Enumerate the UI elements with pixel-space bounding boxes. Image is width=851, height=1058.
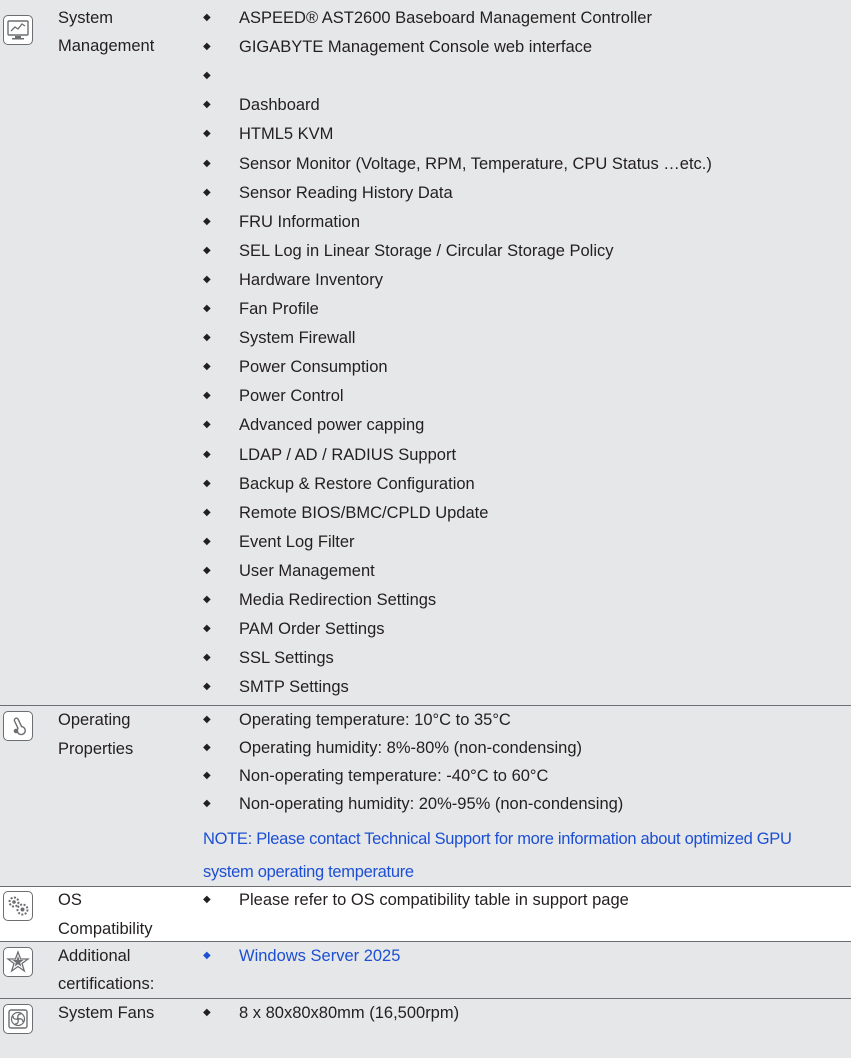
bullet-icon: ◆ [203, 274, 211, 285]
bullet-icon: ◆ [203, 507, 211, 518]
bullet-icon: ◆ [203, 128, 211, 139]
operating-properties-label-2: Properties [58, 740, 134, 758]
system-management-label-2: Management [58, 37, 155, 55]
fan-item: 8 x 80x80x80mm (16,500rpm) [239, 1004, 460, 1022]
system-management-item: System Firewall [239, 329, 356, 347]
system-management-item: Backup & Restore Configuration [239, 475, 475, 493]
bullet-icon: ◆ [203, 1007, 211, 1018]
system-management-item: Fan Profile [239, 300, 319, 318]
bullet-icon: ◆ [203, 449, 211, 460]
bullet-icon: ◆ [203, 623, 211, 634]
bullet-icon: ◆ [203, 99, 211, 110]
os-item: Please refer to OS compatibility table in support page [239, 891, 629, 909]
system-management-item: Remote BIOS/BMC/CPLD Update [239, 504, 489, 522]
system-management-item: ASPEED® AST2600 Baseboard Management Controller [239, 9, 652, 27]
system-management-item: Dashboard [239, 96, 320, 114]
system-management-item: Hardware Inventory [239, 271, 383, 289]
operating-item: Operating humidity: 8%-80% (non-condensing) [239, 739, 583, 757]
os-compatibility-label-2: Compatibility [58, 920, 153, 938]
star-certificate-icon [3, 947, 33, 977]
bullet-icon: ◆ [203, 681, 211, 692]
os-compatibility-label-1: OS [58, 891, 82, 909]
operating-note-line-2: system operating temperature [203, 863, 414, 881]
system-management-item: HTML5 KVM [239, 125, 334, 143]
bullet-icon: ◆ [203, 245, 211, 256]
operating-note-line-1: NOTE: Please contact Technical Support for more information about optimized GPU [203, 830, 792, 848]
monitor-chart-icon [3, 15, 33, 45]
operating-properties-label-1: Operating [58, 711, 131, 729]
system-management-item: Media Redirection Settings [239, 591, 437, 609]
system-management-item: PAM Order Settings [239, 620, 385, 638]
bullet-icon: ◆ [203, 565, 211, 576]
certification-item: Windows Server 2025 [239, 947, 401, 965]
system-management-item: FRU Information [239, 213, 361, 231]
bullet-icon: ◆ [203, 770, 211, 781]
operating-item: Operating temperature: 10°C to 35°C [239, 711, 511, 729]
fan-icon [3, 1004, 33, 1034]
operating-item: Non-operating temperature: -40°C to 60°C [239, 767, 549, 785]
system-management-item: Power Control [239, 387, 344, 405]
bullet-icon: ◆ [203, 41, 211, 52]
bullet-icon: ◆ [203, 158, 211, 169]
bullet-icon: ◆ [203, 12, 211, 23]
bullet-icon: ◆ [203, 742, 211, 753]
system-fans-label: System Fans [58, 1004, 155, 1022]
bullet-icon: ◆ [203, 390, 211, 401]
system-management-item: Power Consumption [239, 358, 388, 376]
bullet-icon: ◆ [203, 216, 211, 227]
bullet-icon: ◆ [203, 950, 211, 961]
bullet-icon: ◆ [203, 187, 211, 198]
operating-item: Non-operating humidity: 20%-95% (non-condensing) [239, 795, 624, 813]
bullet-icon: ◆ [203, 361, 211, 372]
bullet-icon: ◆ [203, 798, 211, 809]
system-management-item: SEL Log in Linear Storage / Circular Storage Policy [239, 242, 614, 260]
system-management-item: Advanced power capping [239, 416, 425, 434]
system-management-item: Event Log Filter [239, 533, 355, 551]
system-management-item: Sensor Reading History Data [239, 184, 453, 202]
bullet-icon: ◆ [203, 536, 211, 547]
system-management-item: Sensor Monitor (Voltage, RPM, Temperature, CPU Status …etc.) [239, 155, 712, 173]
bullet-icon: ◆ [203, 478, 211, 489]
gears-icon [3, 891, 33, 921]
bullet-icon: ◆ [203, 303, 211, 314]
bullet-icon: ◆ [203, 652, 211, 663]
system-management-item: GIGABYTE Management Console web interface [239, 38, 593, 56]
thermometer-icon [3, 711, 33, 741]
additional-certifications-label-1: Additional [58, 947, 131, 965]
bullet-icon: ◆ [203, 714, 211, 725]
system-management-label-1: System [58, 9, 114, 27]
bullet-icon: ◆ [203, 594, 211, 605]
bullet-icon: ◆ [203, 419, 211, 430]
system-management-item: User Management [239, 562, 375, 580]
system-management-item: LDAP / AD / RADIUS Support [239, 446, 457, 464]
system-management-item: SMTP Settings [239, 678, 349, 696]
system-management-item: SSL Settings [239, 649, 334, 667]
additional-certifications-label-2: certifications: [58, 975, 155, 993]
bullet-icon: ◆ [203, 332, 211, 343]
bullet-icon: ◆ [203, 70, 211, 81]
bullet-icon: ◆ [203, 894, 211, 905]
